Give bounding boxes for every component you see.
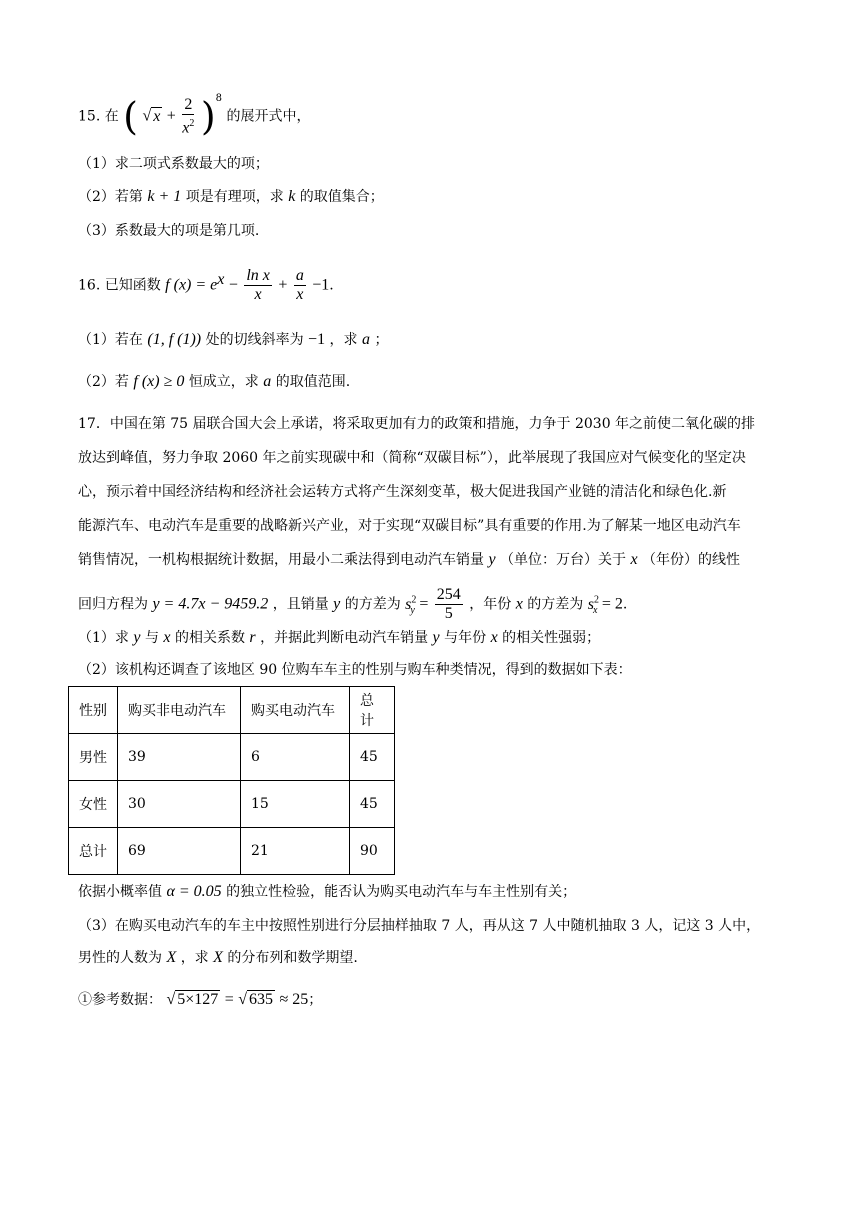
table-row xyxy=(69,828,395,875)
variance-fraction: $\frac{254}{5}$ xyxy=(436,586,461,622)
table-cell: 69 xyxy=(118,828,241,875)
table-cell: 女性 xyxy=(69,781,118,828)
table-cell: 90 xyxy=(350,828,395,875)
q17-item1: （1）求 y 与 x 的相关系数 r ，并据此判断电动汽车销量 y 与年份 x 的相关性强弱； xyxy=(78,629,601,646)
q16-frac2: $\frac{a}{x}$ xyxy=(295,267,304,303)
table-header-row xyxy=(69,687,395,734)
q17-para-line1: 17．中国在第 75 届联合国大会上承诺，将采取更加有力的政策和措施，力争于 2030 年之前使二氧化碳的排 xyxy=(78,416,756,432)
q17-para-line4: 能源汽车、电动汽车是重要的战略新兴产业，对于实现“双碳目标”具有重要的作用.为了解某一地区电动汽车 xyxy=(78,518,741,534)
table-row xyxy=(69,734,395,781)
q15-item1: （1）求二项式系数最大的项； xyxy=(78,156,269,172)
left-paren: ( xyxy=(123,94,138,139)
q15-sqrt: √ x xyxy=(142,107,161,125)
table-cell: 45 xyxy=(350,781,395,828)
table-cell: 39 xyxy=(118,734,241,781)
q17-item2: （2）该机构还调查了该地区 90 位购车车主的性别与购车种类情况，得到的数据如下表： xyxy=(78,662,632,678)
q17-item3-line1: （3）在购买电动汽车的车主中按照性别进行分层抽样抽取 7 人，再从这 7 人中随机抽取 3 人，记这 3 人中， xyxy=(78,918,761,934)
table-cell: 购买非电动汽车 xyxy=(118,687,241,734)
q16-stem: 16. 已知函数 f $(x) = e^x$ − $\frac{\text{ln x}}{x}$ + $\frac{a}{x}$ −1. xyxy=(78,267,334,303)
table-cell: 45 xyxy=(350,734,395,781)
table-row xyxy=(69,781,395,828)
q17-reference-data: ①参考数据： √ 5×127 = √ 635 ≈ 25； xyxy=(78,991,323,1008)
survey-table xyxy=(68,686,395,875)
table-cell: 15 xyxy=(241,781,350,828)
q16-frac1: $\frac{\text{ln x}}{x}$ xyxy=(246,267,270,303)
q17-para-line3: 心，预示着中国经济结构和经济社会运转方式将产生深刻变革，极大促进我国产业链的清洁化和绿色化.新 xyxy=(78,484,727,500)
q17-para-line2: 放达到峰值，努力争取 2060 年之前实现碳中和（简称“双碳目标”），此举展现了我国应对气候变化的坚定决 xyxy=(78,450,746,466)
q15-item2: （2）若第 k + 1 项是有理项，求 k 的取值集合； xyxy=(78,188,384,205)
table-cell: 总计 xyxy=(350,687,395,734)
q17-para-line5: 销售情况，一机构根据统计数据，用最小二乘法得到电动汽车销量 y （单位：万台）关于 x （年份）的线性 xyxy=(78,551,741,568)
q17-independence-test: 依据小概率值 α = 0.05 的独立性检验，能否认为购买电动汽车与车主性别有关； xyxy=(78,883,577,900)
table-cell: 男性 xyxy=(69,734,118,781)
q16-item2: （2）若 f (x) ≥ 0 恒成立，求 a 的取值范围. xyxy=(78,373,351,390)
q16-item1: （1）若在 (1, f (1)) 处的切线斜率为 −1 ，求 a ； xyxy=(78,331,389,348)
q17-para-line6: 回归方程为 y = 4.7x − 9459.2 ，且销量 y 的方差为 $s^2_y$ = $\frac{254}{5}$ ，年份 x 的方差为 $s^2_x = 2$. xyxy=(78,586,628,622)
table-cell: 性别 xyxy=(69,687,118,734)
table-cell: 6 xyxy=(241,734,350,781)
right-paren: ) xyxy=(200,94,216,139)
q17-item3-line2: 男性的人数为 X ，求 X 的分布列和数学期望. xyxy=(78,949,358,966)
q15-number: 15. xyxy=(78,108,101,125)
table-cell: 30 xyxy=(118,781,241,828)
q15-item3: （3）系数最大的项是第几项. xyxy=(78,223,260,239)
q15-fraction: $\frac{2}{x^2}$ xyxy=(182,96,195,137)
table-cell: 购买电动汽车 xyxy=(241,687,350,734)
table-cell: 总计 xyxy=(69,828,118,875)
table-cell: 21 xyxy=(241,828,350,875)
q15-stem: 15. 在 ( √ x + $\frac{2}{x^2}$ )$^8$ 的展开式中， xyxy=(78,93,311,139)
